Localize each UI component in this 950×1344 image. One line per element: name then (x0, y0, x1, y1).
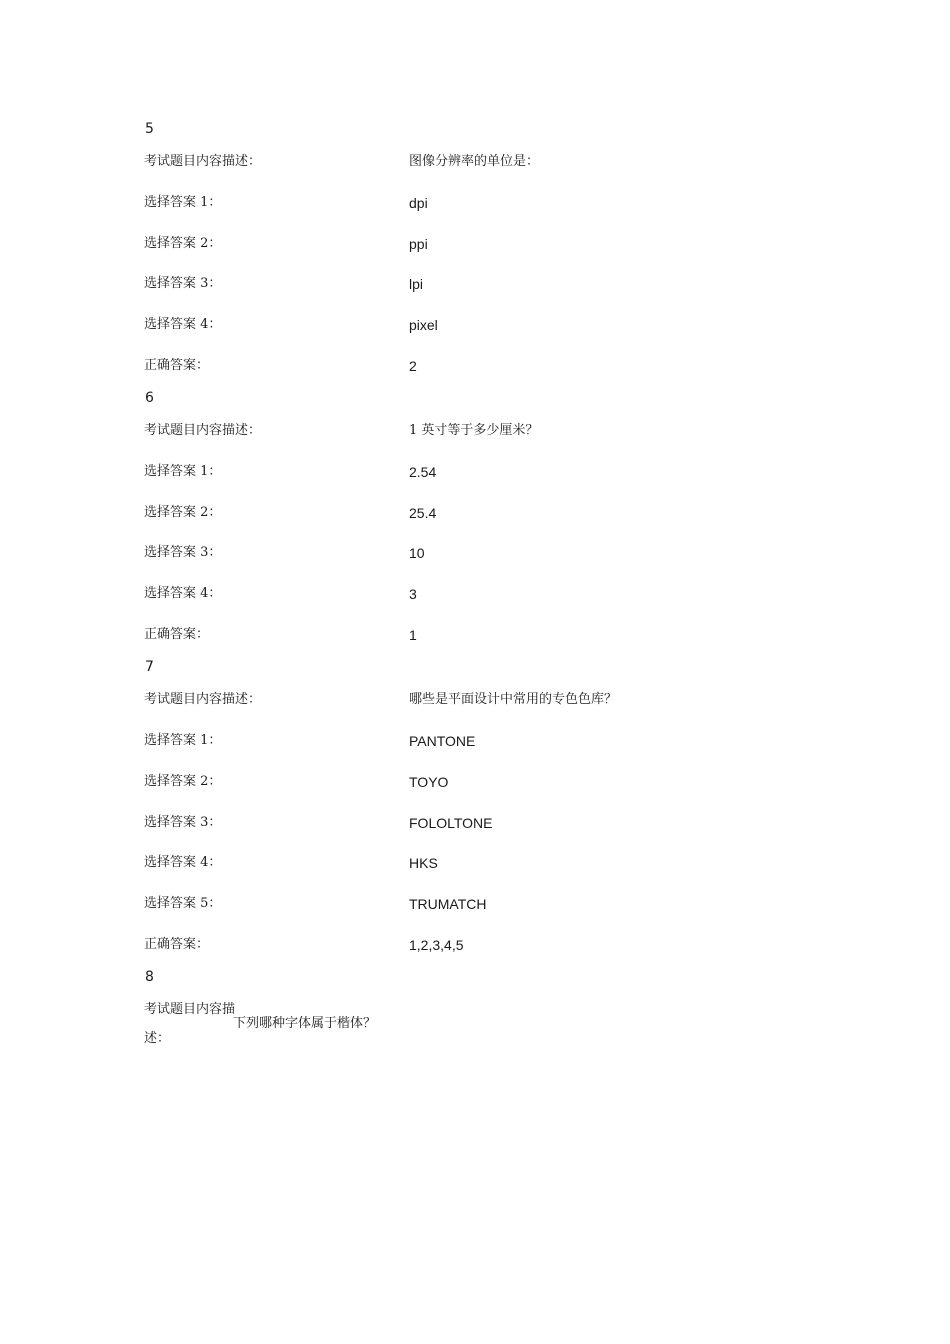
option-row (0, 315, 950, 335)
option-value: 10 (409, 545, 425, 561)
description-label: 考试题目内容描述： (144, 1002, 236, 1046)
option-value: 2.54 (409, 464, 437, 480)
option-row (0, 772, 950, 792)
answer-row (0, 625, 950, 645)
option-value: ppi (409, 236, 428, 252)
option-value: PANTONE (409, 733, 476, 749)
option-label: 选择答案 4： (144, 317, 222, 332)
description-label: 考试题目内容描述： (144, 423, 262, 438)
option-row (0, 813, 950, 833)
option-label: 选择答案 3： (144, 815, 222, 830)
answer-label: 正确答案： (144, 627, 210, 642)
option-value: HKS (409, 855, 438, 871)
option-value: lpi (409, 276, 424, 292)
option-label: 选择答案 2： (144, 505, 222, 520)
option-value: TRUMATCH (409, 896, 487, 912)
option-value: TOYO (409, 774, 449, 790)
description-label: 考试题目内容描述： (144, 692, 262, 707)
option-row (0, 731, 950, 751)
question-number: 6 (145, 390, 154, 406)
question-description-row (0, 152, 950, 172)
answer-label: 正确答案： (144, 358, 210, 373)
description-text: 1 英寸等于多少厘米？ (409, 423, 539, 438)
option-row (0, 894, 950, 914)
option-row (0, 274, 950, 294)
option-label: 选择答案 1： (144, 464, 222, 479)
question-number: 7 (145, 659, 154, 675)
option-row (0, 503, 950, 523)
option-row (0, 543, 950, 563)
description-label: 考试题目内容描述： (144, 154, 262, 169)
option-value: 25.4 (409, 505, 437, 521)
question-number: 8 (145, 969, 154, 985)
option-value: FOLOLTONE (409, 815, 493, 831)
option-label: 选择答案 4： (144, 855, 222, 870)
option-label: 选择答案 1： (144, 733, 222, 748)
option-value: dpi (409, 195, 428, 211)
option-row (0, 462, 950, 482)
option-label: 选择答案 4： (144, 586, 222, 601)
option-value: pixel (409, 317, 438, 333)
option-label: 选择答案 5： (144, 896, 222, 911)
option-row (0, 853, 950, 873)
answer-value: 1 (409, 627, 417, 643)
answer-row (0, 356, 950, 376)
question-description-row (0, 421, 950, 441)
option-row (0, 234, 950, 254)
answer-value: 2 (409, 358, 417, 374)
option-label: 选择答案 2： (144, 236, 222, 251)
option-label: 选择答案 3： (144, 545, 222, 560)
question-description-row (0, 690, 950, 710)
option-label: 选择答案 3： (144, 276, 222, 291)
description-text: 下列哪种字体属于楷体？ (233, 1016, 377, 1031)
option-label: 选择答案 1： (144, 195, 222, 210)
answer-label: 正确答案： (144, 937, 210, 952)
option-value: 3 (409, 586, 417, 602)
answer-row (0, 935, 950, 955)
description-text: 图像分辨率的单位是： (409, 154, 540, 169)
question-number: 5 (145, 121, 154, 137)
description-text: 哪些是平面设计中常用的专色色库？ (409, 692, 618, 707)
option-label: 选择答案 2： (144, 774, 222, 789)
option-row (0, 584, 950, 604)
option-row (0, 193, 950, 213)
answer-value: 1,2,3,4,5 (409, 937, 464, 953)
